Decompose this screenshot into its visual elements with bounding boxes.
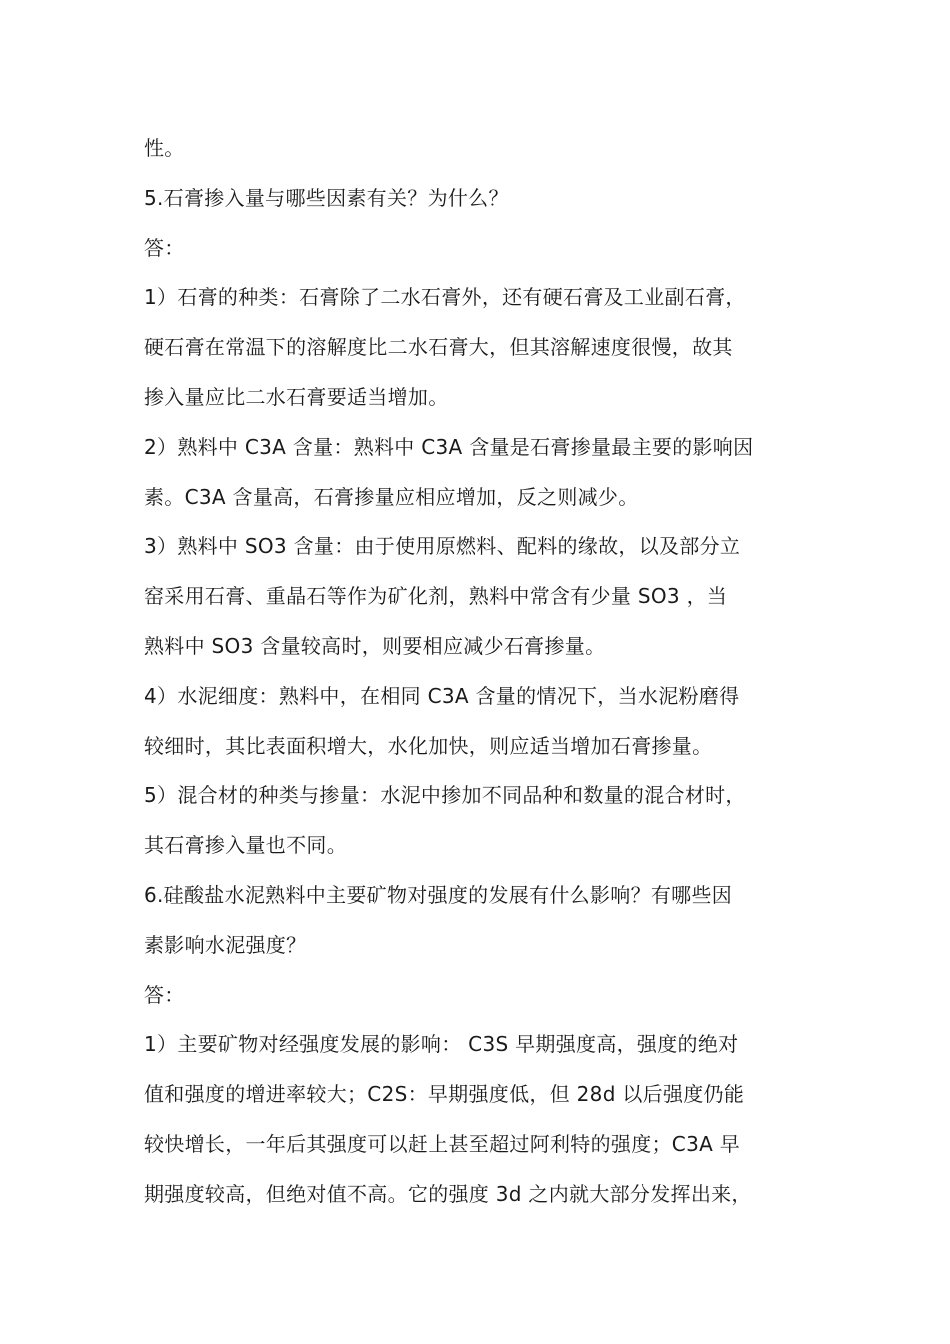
text-line: 硬石膏在常温下的溶解度比二水石膏大，但其溶解速度很慢，故其 [144, 335, 733, 360]
text-line: 窑采用石膏、重晶石等作为矿化剂，熟料中常含有少量 SO3 ，当 [144, 584, 728, 609]
text-line: 2）熟料中 C3A 含量：熟料中 C3A 含量是石膏掺量最主要的影响因 [144, 434, 754, 459]
text-line: 性。 [144, 136, 185, 160]
answer-label: 答： [144, 982, 185, 1007]
question-6-heading-cont: 素影响水泥强度？ [144, 932, 307, 957]
text-line: 掺入量应比二水石膏要适当增加。 [144, 384, 449, 409]
text-line: 较细时，其比表面积增大，水化加快，则应适当增加石膏掺量。 [144, 733, 713, 758]
question-6-heading: 6.硅酸盐水泥熟料中主要矿物对强度的发展有什么影响？有哪些因 [144, 882, 733, 907]
text-line: 期强度较高，但绝对值不高。它的强度 3d 之内就大部分发挥出来， [144, 1181, 752, 1206]
text-line: 熟料中 SO3 含量较高时，则要相应减少石膏掺量。 [144, 633, 606, 658]
text-line: 5）混合材的种类与掺量：水泥中掺加不同品种和数量的混合材时， [144, 783, 746, 808]
text-line: 值和强度的增进率较大；C2S：早期强度低，但 28d 以后强度仍能 [144, 1082, 745, 1107]
text-line: 素。C3A 含量高，石膏掺量应相应增加，反之则减少。 [144, 484, 639, 509]
question-5-heading: 5.石膏掺入量与哪些因素有关？为什么？ [144, 185, 509, 210]
text-line: 1）主要矿物对经强度发展的影响： C3S 早期强度高，强度的绝对 [144, 1032, 739, 1057]
document-body [144, 124, 834, 1220]
text-line: 较快增长，一年后其强度可以赶上甚至超过阿利特的强度；C3A 早 [144, 1131, 741, 1156]
text-line: 其石膏掺入量也不同。 [144, 833, 347, 858]
text-line: 1）石膏的种类：石膏除了二水石膏外，还有硬石膏及工业副石膏， [144, 285, 746, 310]
answer-label: 答： [144, 235, 185, 260]
text-line: 3）熟料中 SO3 含量：由于使用原燃料、配料的缘故，以及部分立 [144, 534, 741, 559]
text-line: 4）水泥细度：熟料中，在相同 C3A 含量的情况下，当水泥粉磨得 [144, 683, 740, 708]
